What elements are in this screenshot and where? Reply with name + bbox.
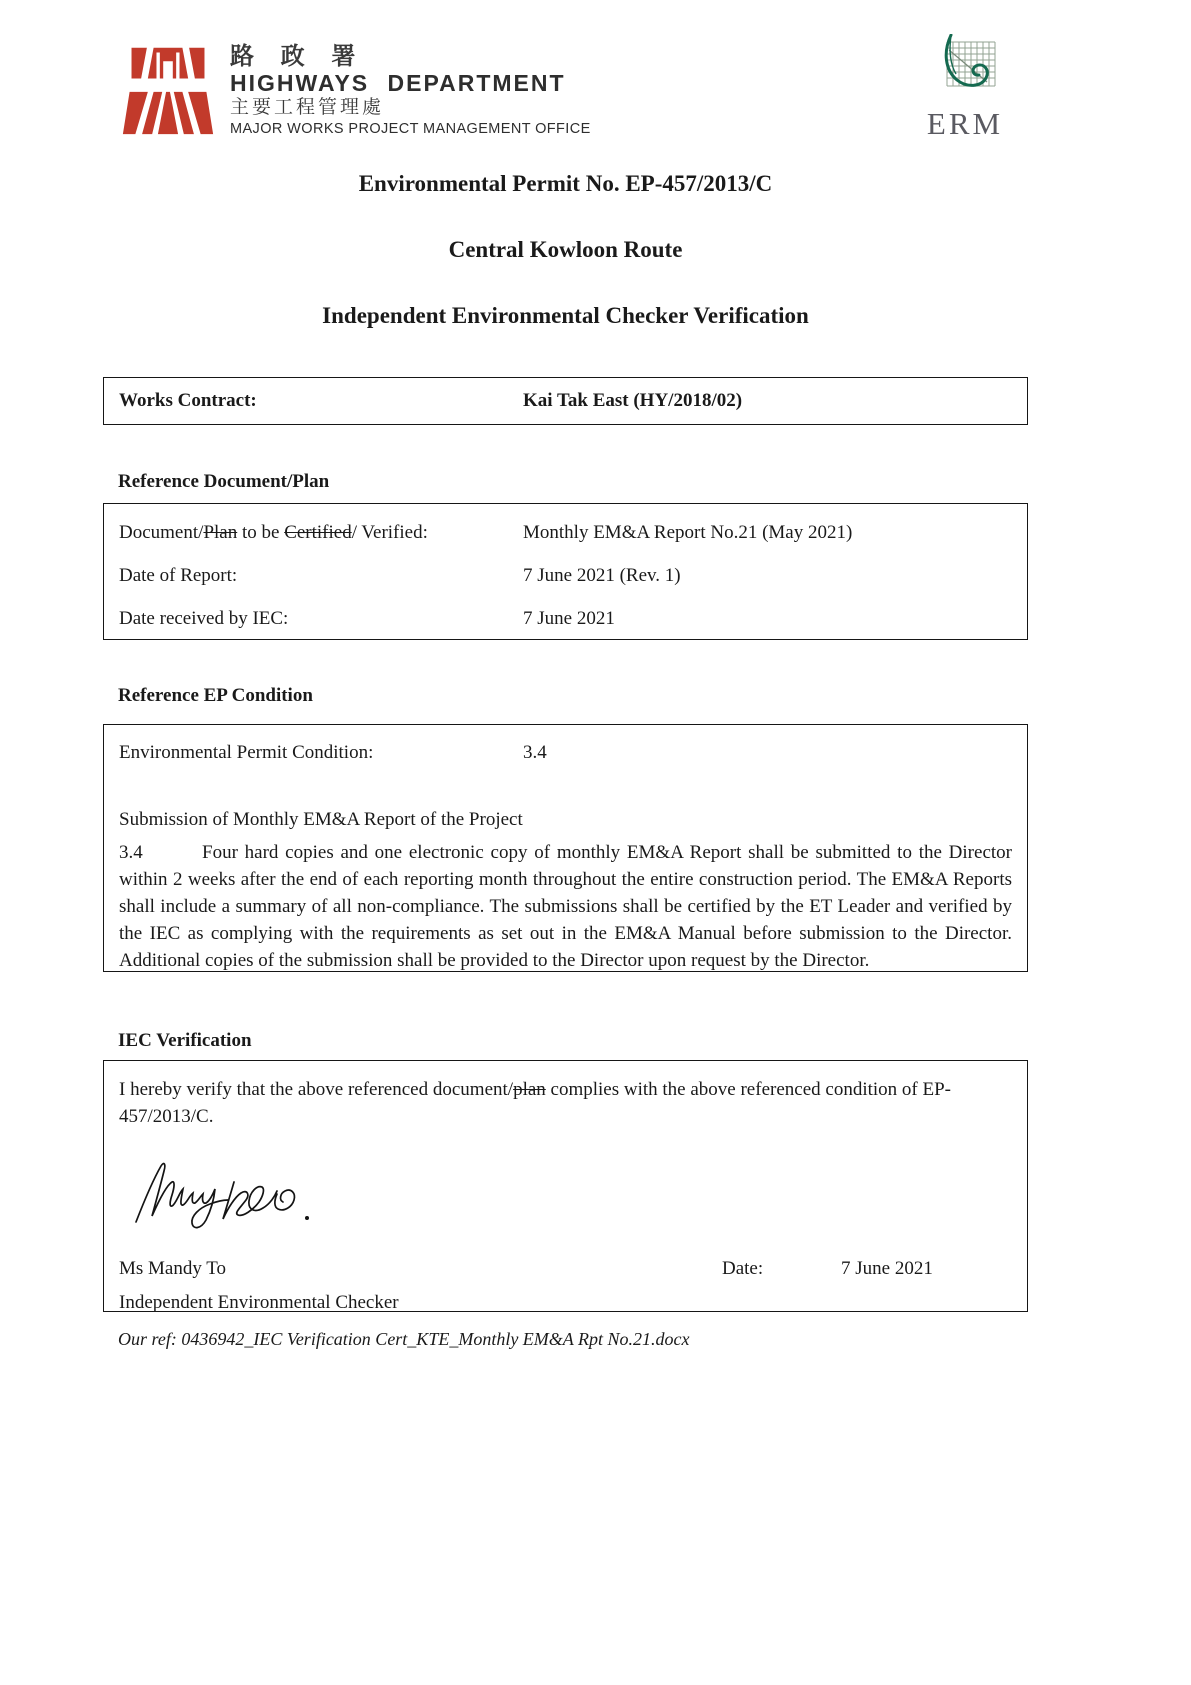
signer-name-date-row (119, 1254, 1012, 1288)
erm-logo (925, 34, 1005, 139)
works-contract-label: Works Contract: (119, 390, 257, 411)
permit-number-title: Environmental Permit No. EP-457/2013/C (358, 171, 773, 196)
hyd-chinese-title: 路 政 署 (230, 43, 366, 70)
iec-verification-heading: IEC Verification (118, 1030, 252, 1051)
document-to-be-verified-label: Document/Plan to be Certified/ Verified: (119, 522, 428, 543)
hyd-english-title: HIGHWAYS DEPARTMENT (230, 70, 566, 96)
signer-name: Ms Mandy To (119, 1258, 227, 1279)
ep-condition-subject: Submission of Monthly EM&A Report of the Project (119, 809, 523, 830)
ep-clause-text: Four hard copies and one electronic copy of monthly EM&A Report shall be submitted to the Director within 2 weeks after the end of each reporting month throughout the entire construction period. The EM&A Reports shall include a summary of all non-compliance. The submissions shall be certified by the ET Leader and verified by the IEC as complying with the requirements as set out in the EM&A Manual before submission to the Director. Additional copies of the submission shall be provided to the Director upon request by the Director. (119, 842, 1012, 971)
erm-wordmark: ERM (926, 106, 1004, 141)
reference-document-box (103, 503, 1028, 640)
date-received-value: 7 June 2021 (523, 608, 615, 629)
document-to-be-verified-row (119, 519, 1012, 547)
highways-department-text (230, 44, 710, 139)
ep-clause-number: 3.4 (119, 842, 143, 863)
date-label: Date: (722, 1258, 764, 1279)
date-of-report-label: Date of Report: (119, 565, 238, 586)
ep-condition-label: Environmental Permit Condition: (119, 742, 374, 763)
ep-condition-clause (119, 839, 1012, 974)
date-of-report-row (119, 562, 1012, 590)
works-contract-value: Kai Tak East (HY/2018/02) (523, 390, 743, 411)
date-value: 7 June 2021 (841, 1258, 933, 1279)
ep-condition-value: 3.4 (523, 742, 547, 763)
hyd-chinese-subtitle: 主要工程管理處 (230, 97, 385, 118)
document-type-title: Independent Environmental Checker Verification (322, 303, 809, 328)
works-contract-box (103, 377, 1028, 425)
date-received-label: Date received by IEC: (119, 608, 289, 629)
signature-image (131, 1156, 1012, 1238)
project-title: Central Kowloon Route (448, 237, 683, 262)
erm-spiral-grid-icon (925, 34, 1005, 106)
title-block (103, 170, 1028, 330)
our-ref-footnote: Our ref: 0436942_IEC Verification Cert_KTE_Monthly EM&A Rpt No.21.docx (118, 1329, 690, 1349)
reference-document-heading: Reference Document/Plan (118, 471, 330, 492)
struck-word-plan: Plan (203, 522, 238, 543)
struck-word-certified: Certified (284, 522, 352, 543)
reference-ep-condition-heading: Reference EP Condition (118, 685, 313, 706)
ep-condition-row (119, 739, 1012, 767)
document-to-be-verified-value: Monthly EM&A Report No.21 (May 2021) (523, 522, 853, 543)
hyd-english-subtitle: MAJOR WORKS PROJECT MANAGEMENT OFFICE (230, 121, 591, 137)
iec-verification-box (103, 1060, 1028, 1312)
date-of-report-value: 7 June 2021 (Rev. 1) (523, 565, 681, 586)
date-received-row (119, 605, 1012, 633)
iec-verification-statement: I hereby verify that the above referenced document/plan complies with the above referenced condition of EP-457/2013/C. (119, 1079, 951, 1127)
signer-title: Independent Environmental Checker (119, 1292, 399, 1313)
highways-department-logo-icon (118, 42, 218, 138)
struck-word-plan-statement: plan (513, 1079, 546, 1100)
reference-ep-condition-box (103, 724, 1028, 972)
